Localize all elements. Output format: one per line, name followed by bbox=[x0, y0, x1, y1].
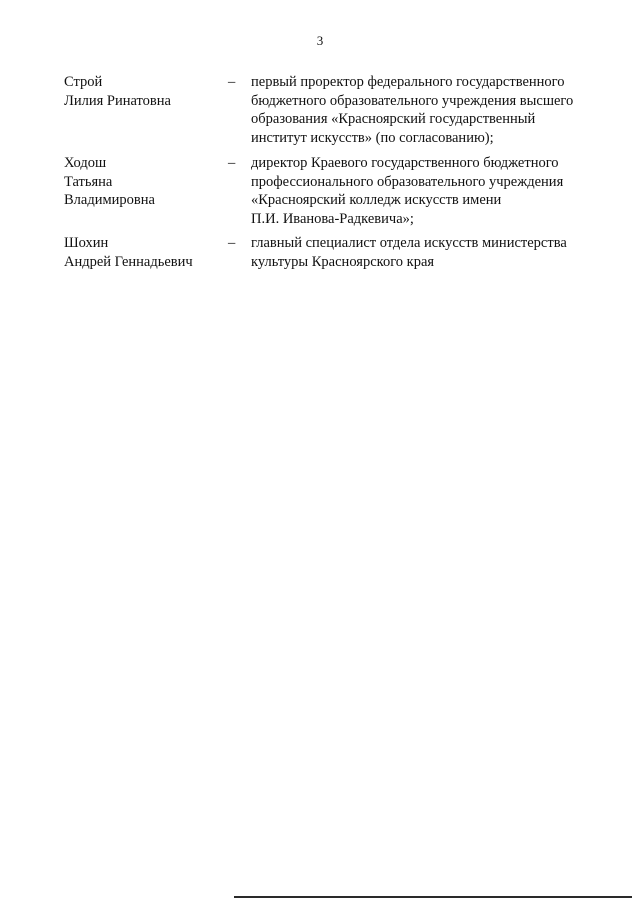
dash-separator: – bbox=[228, 235, 236, 251]
member-position bbox=[251, 73, 611, 147]
page-number: 3 bbox=[316, 33, 324, 48]
dash-separator: – bbox=[228, 155, 236, 171]
position-line: директор Краевого государственного бюджетного bbox=[251, 155, 559, 171]
position-line: главный специалист отдела искусств министерства bbox=[251, 235, 567, 251]
position-line: профессионального образовательного учреждения bbox=[251, 173, 564, 190]
position-line: «Красноярский колледж искусств имени bbox=[251, 192, 502, 208]
position-line: П.И. Иванова-Радкевича»; bbox=[251, 210, 414, 227]
position-line: бюджетного образовательного учреждения высшего bbox=[251, 92, 574, 109]
member-name bbox=[64, 154, 224, 210]
bottom-rule bbox=[234, 896, 632, 898]
position-line: первый проректор федерального государственного bbox=[251, 74, 565, 90]
position-line: институт искусств» (по согласованию); bbox=[251, 129, 494, 146]
member-given-names: Татьяна bbox=[64, 173, 113, 190]
member-surname: Шохин bbox=[64, 235, 109, 251]
dash-separator: – bbox=[228, 74, 236, 90]
member-name bbox=[64, 73, 224, 110]
member-position bbox=[251, 234, 611, 271]
position-line: культуры Красноярского края bbox=[251, 253, 435, 270]
member-given-names: Андрей Геннадьевич bbox=[64, 253, 193, 270]
member-position bbox=[251, 154, 611, 228]
member-surname: Ходош bbox=[64, 155, 107, 171]
member-given-names: Владимировна bbox=[64, 192, 155, 208]
member-given-names: Лилия Ринатовна bbox=[64, 92, 171, 109]
member-name bbox=[64, 234, 224, 271]
position-line: образования «Красноярский государственный bbox=[251, 111, 536, 127]
member-surname: Строй bbox=[64, 74, 103, 90]
